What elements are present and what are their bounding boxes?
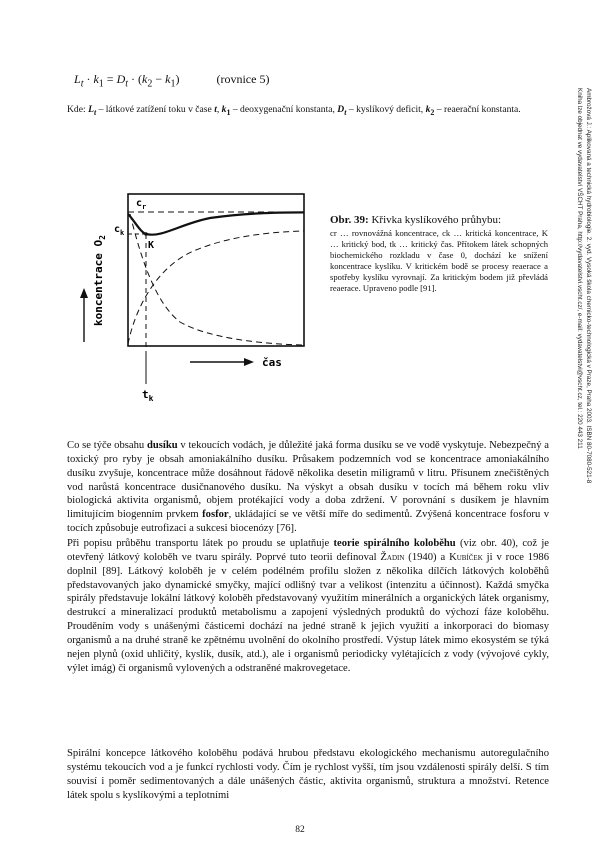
- y-axis-label: koncentrace $O_2$: [92, 235, 107, 326]
- symbol-L: L: [88, 104, 94, 115]
- symbol-k2-sub: 2: [430, 107, 435, 117]
- p2-author-kubicek: Kubíček: [449, 551, 483, 563]
- p1-bold-dusik: dusíku: [146, 440, 178, 451]
- side-citation-line-2: Kniha lze objednat ve vydavatelství VŠCHT Praha, http://vydavatelstvi.vscht.cz/, e-mail: vydavatelstvi@vscht.cz, tel.: 220 443 211: [576, 88, 584, 449]
- k-label: K: [148, 240, 155, 251]
- y-axis-arrowhead: [80, 288, 88, 298]
- definitions-lead: Kde:: [67, 104, 86, 115]
- p2-text-g: ji v roce 1986 doplnil [89]. Látkový koloběh je v celém podélném profilu složen z několika dílčích látkových koloběhů představovaných jako dynamické smyčky, mající odlišný tvar a velikost (intenzitu a účinnost). Každá smyčka spirály představuje lokální látkový koloběh představovaný využitím minerálních a organických látek organismy, destrukcí a mineralizací produktů metabolismu a zapojení výsledných produktů do výchozí fáze koloběhu. Prouděním vody s unášenými částicemi dochází na jedné straně k jejich využití a inkorporaci do biomasy organismů a na druhé straně ke zpětnému uvolnění do okolního prostředí. Výstup látek mimo ekosystém se týká nejen plynů (oxid uhličitý, kyslík, dusík, atd.), ale i organismů periodicky vylétajících z vody (vývojové cykly, výlet imág) či organismů vylovených a odstraněné makrovegetace.: [67, 551, 549, 674]
- p1-text-a: Co se týče obsahu: [67, 440, 147, 451]
- caption-title: Obr. 39:: [330, 214, 369, 226]
- p2-text-c: (viz obr. 40), což je otevřený látkový koloběh ve tvaru spirály. Poprvé tuto teorii definoval: [67, 538, 550, 563]
- def-text-2: ,: [216, 104, 222, 115]
- cr-label: $c_r$: [136, 198, 147, 211]
- side-citation: [558, 88, 594, 648]
- caption-text: cr … rovnovážná koncentrace, ck … kritická koncentrace, K … kritický bod, tk … kritický čas. Přítokem látek schopných biochemického rozkladu v čase 0, dochází ke snížení koncentrace kyslíku. V kritickém bodě se procesy reaerace a spotřeby kyslíku vyrovnají. Za kritickým bodem již převládá reaerace. Upraveno podle [91].: [330, 228, 548, 293]
- def-text-1: – látkové zatížení toku v čase: [96, 104, 215, 115]
- paragraph-nitrogen: [67, 439, 549, 536]
- reaeration-curve: [128, 231, 304, 344]
- equation-formula: $L_t \cdot k_1 = D_t \cdot (k_2 - k_1)$: [74, 72, 183, 90]
- p1-text-c: v tekoucích vodách, je důležité jaká forma dusíku se ve vodě vyskytuje. Nebezpečný a toxický pro ryby je obsah amoniakálního dusíku. Průsakem podzemních vod se koncentrace amoniakálního dusíku zvyšuje, koncentrace může dosáhnout řádově několika desetin miligramů v litru. Přísunem znečištěných vod narůstá koncentrace dusičnanového dusíku. Na výskyt a obsah dusíku v tocích má během roku vliv biologická aktivita organismů, objem protékající vody a doba zdržení. V porovnání s dusíkem je hlavním limitujícím biogenním prvkem: [67, 440, 549, 521]
- critical-point-marker: [144, 232, 148, 236]
- page-number: 82: [295, 825, 305, 835]
- p3-text: Spirální koncepce látkového koloběhu podává hrubou představu ekologického mechanismu autoregulačního systému tekoucích vod a je funkcí rychlosti vody. Čím je rychlost vyšší, tím jsou vzdálenosti spirály delší. S tím souvisí i poměr sedimentovaných a dále unášených částic, aktivita organismů, struktura a množství. Retence látek spolu s kyslíkovými a teplotními: [67, 748, 549, 801]
- symbol-L-sub: t: [93, 107, 97, 117]
- symbol-D: D: [337, 104, 345, 115]
- symbol-D-sub: t: [344, 107, 347, 117]
- p1-bold-fosfor: fosfor: [202, 509, 229, 521]
- x-axis-arrowhead: [244, 358, 254, 366]
- x-axis-label: čas: [262, 356, 282, 369]
- equation-definitions: [67, 104, 547, 119]
- paragraph-spiral-concept: [67, 747, 549, 802]
- figure-caption: [330, 214, 548, 293]
- oxygen-sag-curve: [128, 212, 304, 234]
- tk-label: $t_k$: [142, 388, 154, 403]
- p2-text-a: Při popisu průběhu transportu látek po proudu se uplatňuje: [67, 538, 334, 549]
- symbol-t: t: [214, 104, 217, 115]
- def-text-3: – deoxygenační konstanta,: [230, 104, 338, 115]
- oxygen-sag-figure: [70, 184, 310, 414]
- oxygen-sag-diagram: [70, 184, 310, 414]
- symbol-k1: k: [221, 104, 227, 115]
- p2-bold-theory: teorie spirálního koloběhu: [333, 538, 456, 549]
- p2-text-e: (1940) a: [404, 551, 450, 563]
- def-text-5: – reaerační konstanta.: [434, 104, 521, 115]
- ck-label: $c_k$: [114, 224, 125, 237]
- equation-label: (rovnice 5): [216, 72, 270, 86]
- symbol-k2: k: [425, 104, 431, 115]
- symbol-k1-sub: 1: [226, 107, 231, 117]
- def-text-4: – kyslíkový deficit,: [346, 104, 426, 115]
- caption-title-rest: Křivka kyslíkového průhybu:: [368, 214, 502, 226]
- side-citation-text: [575, 88, 592, 648]
- side-citation-line-1: Ambrožová J.: Aplikovaná a technická hydrobiologie. 2. vyd. Vysoká škola chemicko-technologická v Praze, Praha 2003. ISBN 80-7080-521-8: [585, 88, 592, 484]
- paragraph-spiral-cycle: [67, 537, 549, 675]
- equation: [74, 72, 269, 89]
- p1-text-e: , ukládající se ve větší míře do sedimentů. Zvýšená koncentrace fosforu v tocích způsobuje eutrofizaci a sukcesi biocenózy [76].: [67, 509, 549, 535]
- p2-author-zadin: Žadin: [380, 551, 405, 563]
